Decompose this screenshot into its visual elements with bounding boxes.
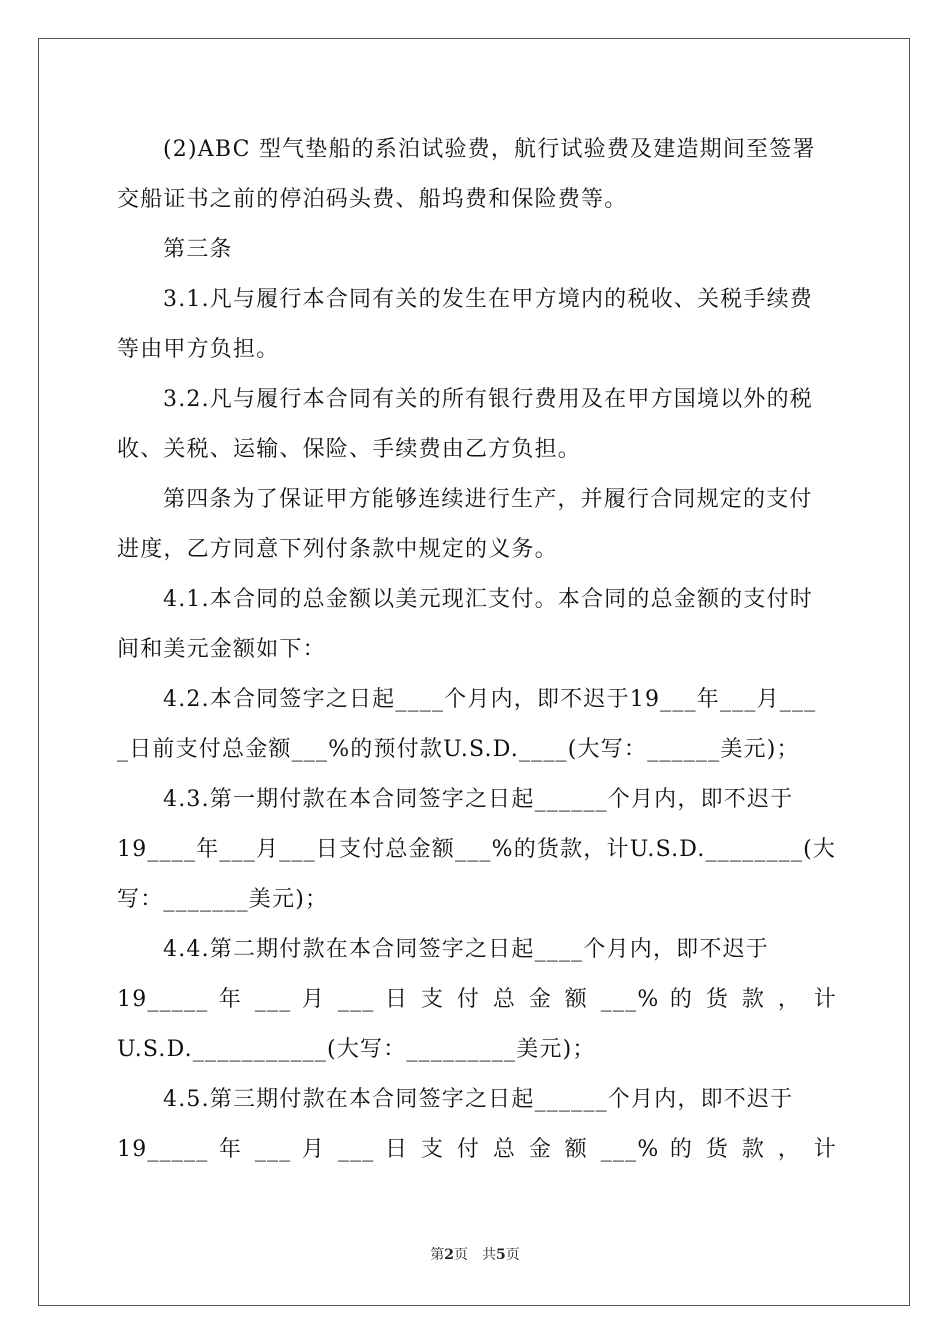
paragraph-line: 进度，乙方同意下列付条款中规定的义务。 — [117, 537, 558, 562]
paragraph-line: _日前支付总金额___%的预付款U.S.D.____(大写：______美元)； — [117, 737, 800, 762]
paragraph-line: 3.1.凡与履行本合同有关的发生在甲方境内的税收、关税手续费 — [163, 287, 813, 312]
current-page-number: 2 — [444, 1247, 454, 1263]
paragraph-line: 第四条为了保证甲方能够连续进行生产，并履行合同规定的支付 — [163, 487, 813, 512]
paragraph-line: 19_____ 年 ___ 月 ___ 日 支 付 总 金 额 ___% 的 货 款 ， 计 — [117, 1137, 837, 1162]
page-label-suffix: 页 — [505, 1247, 520, 1263]
paragraph-line: 19_____ 年 ___ 月 ___ 日 支 付 总 金 额 ___% 的 货 款 ， 计 — [117, 987, 837, 1012]
page-label-prefix: 第 — [430, 1247, 445, 1263]
section-heading: 第三条 — [163, 237, 233, 262]
paragraph-line: 交船证书之前的停泊码头费、船坞费和保险费等。 — [117, 187, 628, 212]
paragraph-line: 4.4.第二期付款在本合同签字之日起____个月内，即不迟于 — [163, 937, 769, 962]
paragraph-line: 写：_______美元)； — [117, 887, 329, 912]
paragraph-line: 等由甲方负担。 — [117, 337, 280, 362]
paragraph-line: 4.3.第一期付款在本合同签字之日起______个月内，即不迟于 — [163, 787, 794, 812]
paragraph-line: 19____年___月___日支付总金额___%的货款，计U.S.D.________(大 — [117, 837, 837, 862]
paragraph-line: 4.5.第三期付款在本合同签字之日起______个月内，即不迟于 — [163, 1087, 794, 1112]
paragraph-line: 4.2.本合同签字之日起____个月内，即不迟于19___年___月___ — [163, 687, 817, 712]
page-footer — [0, 1246, 950, 1264]
paragraph-line: 3.2.凡与履行本合同有关的所有银行费用及在甲方国境以外的税 — [163, 387, 813, 412]
paragraph-line: (2)ABC 型气垫船的系泊试验费，航行试验费及建造期间至签署 — [163, 137, 816, 162]
paragraph-line: U.S.D.___________(大写：_________美元)； — [117, 1037, 596, 1062]
page-border — [38, 38, 910, 1306]
paragraph-line: 收、关税、运输、保险、手续费由乙方负担。 — [117, 437, 582, 462]
paragraph-line: 4.1.本合同的总金额以美元现汇支付。本合同的总金额的支付时 — [163, 587, 813, 612]
paragraph-line: 间和美元金额如下： — [117, 637, 326, 662]
total-page-number: 5 — [496, 1247, 506, 1263]
page-label-mid: 页 共 — [454, 1247, 496, 1263]
